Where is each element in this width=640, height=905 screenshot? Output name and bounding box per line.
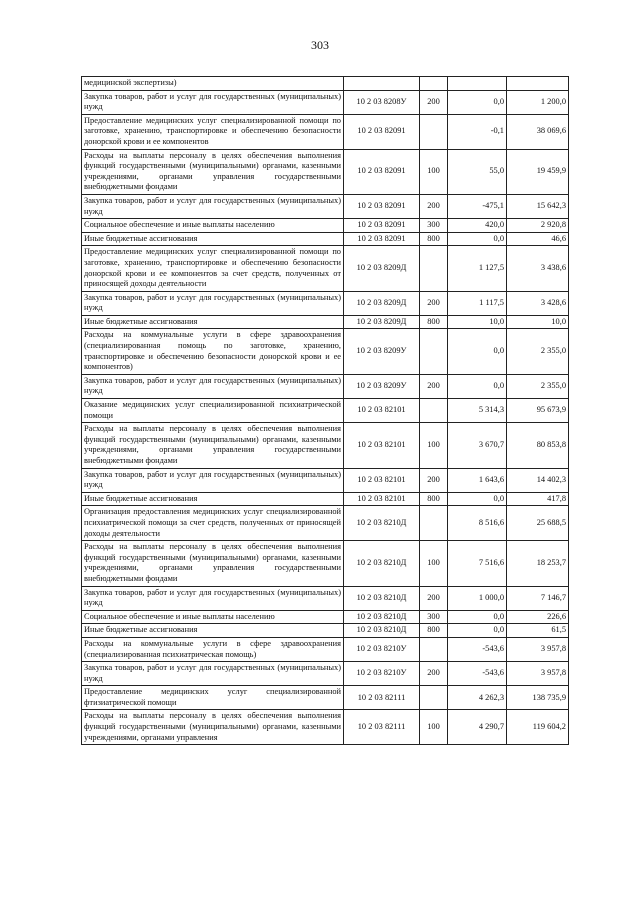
- row-expense-type: [420, 637, 448, 661]
- row-change-amount: -543,6: [448, 662, 507, 686]
- row-description: Иные бюджетные ассигнования: [82, 315, 344, 329]
- row-description: Предоставление медицинских услуг специализированной помощи по заготовке, хранению, транспортировке и обеспечению безопасности донорской крови и ее компонентов: [82, 114, 344, 149]
- row-total-amount: 15 642,3: [507, 194, 569, 218]
- row-description: Организация предоставления медицинских услуг специализированной психиатрической помощи за счет средств, полученных от приносящей доходы деятельности: [82, 506, 344, 541]
- row-total-amount: 14 402,3: [507, 468, 569, 492]
- row-expense-type: 100: [420, 541, 448, 586]
- row-change-amount: 1 127,5: [448, 246, 507, 291]
- row-total-amount: 18 253,7: [507, 541, 569, 586]
- table-row: [82, 492, 569, 506]
- row-target-code: 10 2 03 8210Д: [344, 506, 420, 541]
- row-description: Закупка товаров, работ и услуг для государственных (муниципальных) нужд: [82, 586, 344, 610]
- row-total-amount: 38 069,6: [507, 114, 569, 149]
- table-row: [82, 506, 569, 541]
- row-description: Расходы на коммунальные услуги в сфере здравоохранения (специализированная помощь по заготовке, хранению, транспортировке и обеспечению безопасности донорской крови и ее компонентов): [82, 329, 344, 374]
- row-target-code: 10 2 03 8210Д: [344, 541, 420, 586]
- row-description: Расходы на выплаты персоналу в целях обеспечения выполнения функций государственными (муниципальными) органами, казенными учреждениями, органами управления государственными внебюджетными фондами: [82, 423, 344, 468]
- row-expense-type: 200: [420, 468, 448, 492]
- table-row: [82, 90, 569, 114]
- row-target-code: 10 2 03 82091: [344, 114, 420, 149]
- row-total-amount: 3 438,6: [507, 246, 569, 291]
- row-description: медицинской экспертизы): [82, 77, 344, 91]
- row-change-amount: 0,0: [448, 624, 507, 638]
- row-target-code: 10 2 03 8209У: [344, 329, 420, 374]
- row-description: Социальное обеспечение и иные выплаты населению: [82, 610, 344, 624]
- row-total-amount: 2 920,8: [507, 219, 569, 233]
- row-change-amount: 1 643,6: [448, 468, 507, 492]
- row-expense-type: [420, 506, 448, 541]
- row-target-code: 10 2 03 82091: [344, 232, 420, 246]
- table-row: [82, 586, 569, 610]
- table-row: [82, 232, 569, 246]
- row-change-amount: [448, 77, 507, 91]
- row-target-code: 10 2 03 8210У: [344, 637, 420, 661]
- row-total-amount: 46,6: [507, 232, 569, 246]
- row-total-amount: 10,0: [507, 315, 569, 329]
- row-total-amount: 1 200,0: [507, 90, 569, 114]
- table-row: [82, 662, 569, 686]
- row-target-code: 10 2 03 8210Д: [344, 610, 420, 624]
- row-change-amount: 1 117,5: [448, 291, 507, 315]
- row-change-amount: 3 670,7: [448, 423, 507, 468]
- row-total-amount: 61,5: [507, 624, 569, 638]
- row-target-code: 10 2 03 82101: [344, 399, 420, 423]
- row-change-amount: 0,0: [448, 232, 507, 246]
- table-row: [82, 114, 569, 149]
- row-expense-type: 200: [420, 374, 448, 398]
- table-row: [82, 291, 569, 315]
- table-row: [82, 194, 569, 218]
- row-change-amount: 0,0: [448, 90, 507, 114]
- table-row: [82, 624, 569, 638]
- row-expense-type: 800: [420, 315, 448, 329]
- table-row: [82, 610, 569, 624]
- table-row: [82, 374, 569, 398]
- row-change-amount: 5 314,3: [448, 399, 507, 423]
- row-description: Социальное обеспечение и иные выплаты населению: [82, 219, 344, 233]
- table-row: [82, 541, 569, 586]
- row-target-code: 10 2 03 8209Д: [344, 291, 420, 315]
- row-target-code: [344, 77, 420, 91]
- budget-table: [81, 76, 569, 745]
- row-total-amount: 2 355,0: [507, 374, 569, 398]
- table-row: [82, 149, 569, 194]
- row-total-amount: 95 673,9: [507, 399, 569, 423]
- table-row: [82, 710, 569, 745]
- row-description: Расходы на выплаты персоналу в целях обеспечения выполнения функций государственными (муниципальными) органами, казенными учреждениями, органами управления: [82, 710, 344, 745]
- row-target-code: 10 2 03 82091: [344, 149, 420, 194]
- row-total-amount: 25 688,5: [507, 506, 569, 541]
- row-change-amount: 420,0: [448, 219, 507, 233]
- row-description: Закупка товаров, работ и услуг для государственных (муниципальных) нужд: [82, 468, 344, 492]
- budget-table-body: [82, 77, 569, 745]
- row-expense-type: 100: [420, 149, 448, 194]
- row-change-amount: 0,0: [448, 492, 507, 506]
- table-row: [82, 77, 569, 91]
- row-target-code: 10 2 03 82101: [344, 468, 420, 492]
- row-expense-type: 300: [420, 219, 448, 233]
- row-expense-type: [420, 329, 448, 374]
- row-target-code: 10 2 03 8209У: [344, 374, 420, 398]
- row-target-code: 10 2 03 82111: [344, 710, 420, 745]
- row-total-amount: 3 428,6: [507, 291, 569, 315]
- row-target-code: 10 2 03 82111: [344, 686, 420, 710]
- row-expense-type: 100: [420, 423, 448, 468]
- row-expense-type: 800: [420, 492, 448, 506]
- row-description: Закупка товаров, работ и услуг для государственных (муниципальных) нужд: [82, 374, 344, 398]
- row-description: Расходы на выплаты персоналу в целях обеспечения выполнения функций государственными (муниципальными) органами, казенными учреждениями, органами управления государственными внебюджетными фондами: [82, 541, 344, 586]
- row-change-amount: 55,0: [448, 149, 507, 194]
- row-description: Расходы на выплаты персоналу в целях обеспечения выполнения функций государственными (муниципальными) органами, казенными учреждениями, органами управления государственными внебюджетными фондами: [82, 149, 344, 194]
- row-total-amount: [507, 77, 569, 91]
- row-target-code: 10 2 03 8209Д: [344, 246, 420, 291]
- row-total-amount: 226,6: [507, 610, 569, 624]
- row-change-amount: 4 290,7: [448, 710, 507, 745]
- row-change-amount: 8 516,6: [448, 506, 507, 541]
- row-description: Оказание медицинских услуг специализированной психиатрической помощи: [82, 399, 344, 423]
- row-expense-type: [420, 399, 448, 423]
- table-row: [82, 637, 569, 661]
- row-change-amount: 7 516,6: [448, 541, 507, 586]
- row-target-code: 10 2 03 82101: [344, 492, 420, 506]
- row-expense-type: 200: [420, 662, 448, 686]
- row-target-code: 10 2 03 8209Д: [344, 315, 420, 329]
- row-expense-type: [420, 246, 448, 291]
- row-expense-type: 200: [420, 194, 448, 218]
- row-description: Закупка товаров, работ и услуг для государственных (муниципальных) нужд: [82, 90, 344, 114]
- row-target-code: 10 2 03 8210Д: [344, 624, 420, 638]
- table-row: [82, 399, 569, 423]
- row-expense-type: 300: [420, 610, 448, 624]
- row-change-amount: 0,0: [448, 329, 507, 374]
- row-expense-type: [420, 77, 448, 91]
- row-description: Расходы на коммунальные услуги в сфере здравоохранения (специализированная психиатрическая помощь): [82, 637, 344, 661]
- row-change-amount: 0,0: [448, 610, 507, 624]
- row-description: Закупка товаров, работ и услуг для государственных (муниципальных) нужд: [82, 662, 344, 686]
- row-total-amount: 417,8: [507, 492, 569, 506]
- row-expense-type: 200: [420, 586, 448, 610]
- row-description: Закупка товаров, работ и услуг для государственных (муниципальных) нужд: [82, 194, 344, 218]
- row-target-code: 10 2 03 8210У: [344, 662, 420, 686]
- row-target-code: 10 2 03 82091: [344, 219, 420, 233]
- row-change-amount: -0,1: [448, 114, 507, 149]
- row-total-amount: 7 146,7: [507, 586, 569, 610]
- row-description: Закупка товаров, работ и услуг для государственных (муниципальных) нужд: [82, 291, 344, 315]
- row-description: Предоставление медицинских услуг специализированной фтизиатрической помощи: [82, 686, 344, 710]
- row-description: Иные бюджетные ассигнования: [82, 232, 344, 246]
- row-expense-type: 800: [420, 232, 448, 246]
- table-row: [82, 315, 569, 329]
- row-description: Иные бюджетные ассигнования: [82, 492, 344, 506]
- row-change-amount: 4 262,3: [448, 686, 507, 710]
- row-change-amount: -543,6: [448, 637, 507, 661]
- row-description: Иные бюджетные ассигнования: [82, 624, 344, 638]
- table-row: [82, 329, 569, 374]
- row-target-code: 10 2 03 8210Д: [344, 586, 420, 610]
- table-row: [82, 423, 569, 468]
- row-total-amount: 3 957,8: [507, 637, 569, 661]
- row-total-amount: 3 957,8: [507, 662, 569, 686]
- table-row: [82, 246, 569, 291]
- row-description: Предоставление медицинских услуг специализированной помощи по заготовке, хранению, транспортировке и обеспечению безопасности донорской крови и ее компонентов за счет средств, полученных от приносящей доходы деятельности: [82, 246, 344, 291]
- page-number: 303: [311, 38, 329, 52]
- row-target-code: 10 2 03 8208У: [344, 90, 420, 114]
- row-expense-type: 100: [420, 710, 448, 745]
- row-expense-type: [420, 686, 448, 710]
- row-total-amount: 19 459,9: [507, 149, 569, 194]
- row-expense-type: 200: [420, 90, 448, 114]
- row-change-amount: 0,0: [448, 374, 507, 398]
- row-target-code: 10 2 03 82101: [344, 423, 420, 468]
- table-row: [82, 468, 569, 492]
- table-row: [82, 686, 569, 710]
- row-change-amount: -475,1: [448, 194, 507, 218]
- row-target-code: 10 2 03 82091: [344, 194, 420, 218]
- row-total-amount: 80 853,8: [507, 423, 569, 468]
- row-total-amount: 2 355,0: [507, 329, 569, 374]
- row-expense-type: 200: [420, 291, 448, 315]
- table-row: [82, 219, 569, 233]
- row-total-amount: 119 604,2: [507, 710, 569, 745]
- row-expense-type: [420, 114, 448, 149]
- row-total-amount: 138 735,9: [507, 686, 569, 710]
- row-expense-type: 800: [420, 624, 448, 638]
- row-change-amount: 1 000,0: [448, 586, 507, 610]
- row-change-amount: 10,0: [448, 315, 507, 329]
